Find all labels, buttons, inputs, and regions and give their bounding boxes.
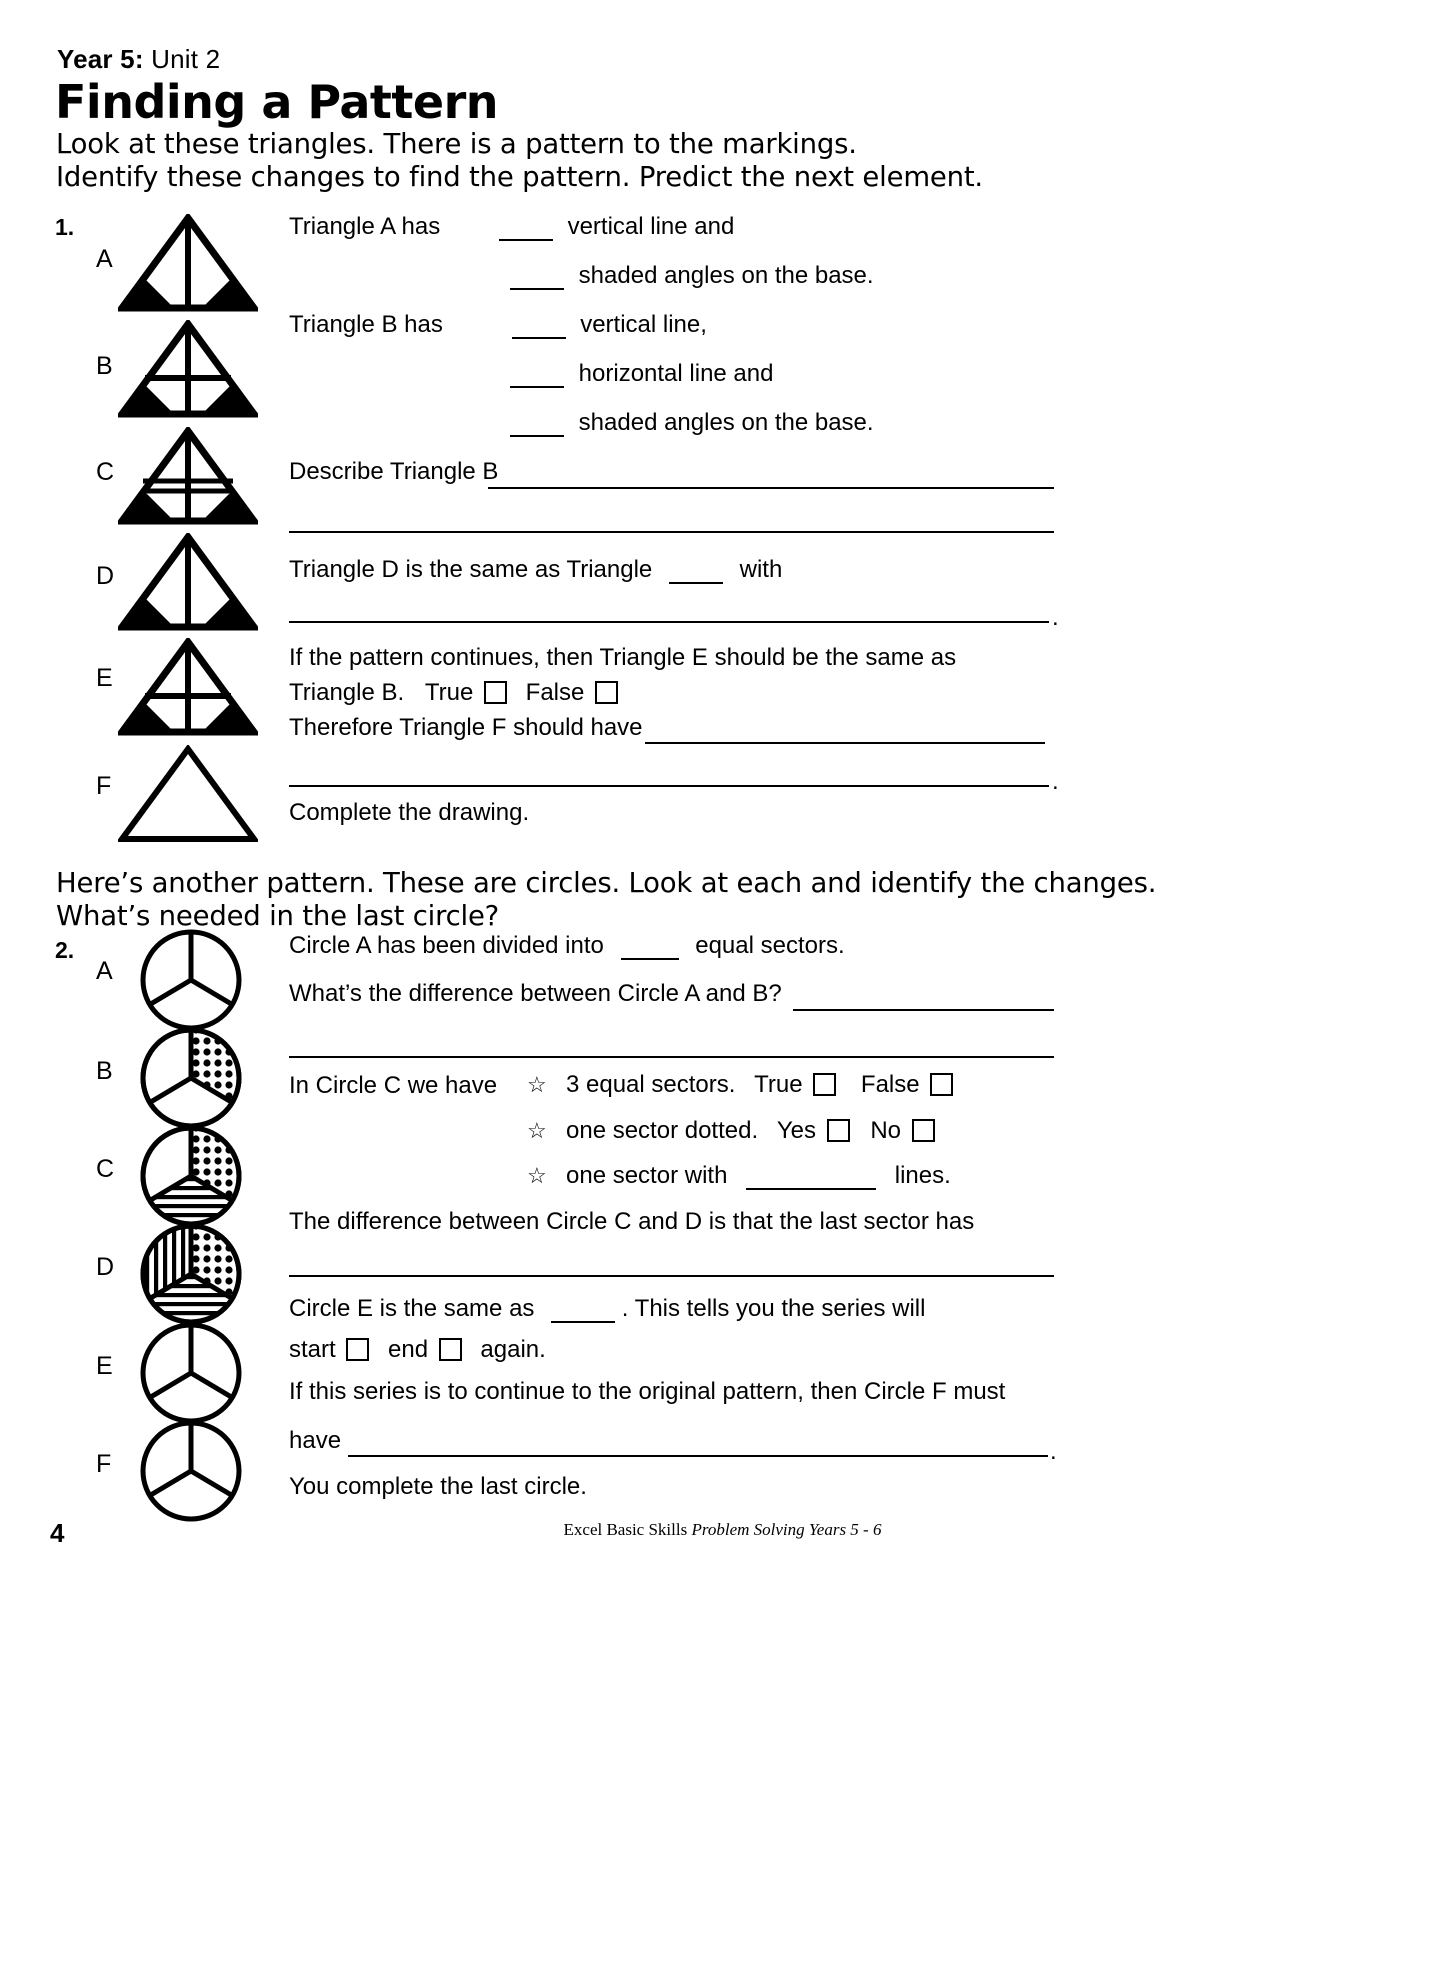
q1-therefore-line: [289, 714, 643, 742]
question-1-number: 1.: [55, 214, 75, 240]
q1-triangle-a-tail: vertical line and: [567, 213, 735, 240]
q2-bullet-1-true-label: True: [754, 1071, 803, 1098]
q2-bullet-2-no-label: No: [870, 1117, 901, 1144]
q2-again-label: again.: [480, 1336, 546, 1363]
q1-pattern-line-1: If the pattern continues, then Triangle E should be the same as: [289, 644, 957, 671]
q1-therefore-answer-line-2[interactable]: [289, 785, 1049, 787]
q2-bullet-1-false-checkbox[interactable]: [930, 1073, 953, 1096]
q2-circle-a-text: Circle A has been divided into: [289, 932, 604, 959]
circle-b-figure: [136, 1025, 246, 1131]
unit-label: Unit 2: [143, 44, 221, 74]
figure-label-triangle-d: D: [96, 562, 115, 590]
q2-circle-e-line: [289, 1295, 925, 1323]
breadcrumb: [57, 44, 220, 75]
q1-blank-a-vertical[interactable]: [499, 239, 553, 241]
q1-false-label: False: [525, 679, 585, 706]
q1-blank-b-shaded[interactable]: [510, 435, 564, 437]
q1-triangle-b-horizontal-text: horizontal line and: [578, 360, 774, 387]
q2-bullet-2: [566, 1117, 939, 1145]
q2-diff-ab-answer-line-1[interactable]: [793, 1009, 1054, 1011]
q1-therefore-period: .: [1052, 768, 1059, 795]
q1-blank-d-triangle[interactable]: [669, 582, 723, 584]
q2-bullet-3-tail: lines.: [894, 1162, 951, 1189]
q2-have-period: .: [1050, 1438, 1057, 1465]
q2-blank-sectors[interactable]: [621, 958, 679, 960]
q2-bullet-3-text: one sector with: [566, 1162, 728, 1189]
triangle-d-figure: [118, 533, 258, 633]
q2-bullet-2-no-checkbox[interactable]: [912, 1119, 935, 1142]
q1-triangle-a-text: Triangle A has: [289, 213, 441, 240]
figure-label-triangle-c: C: [96, 458, 115, 486]
q2-bullet-1-false-label: False: [860, 1071, 920, 1098]
q1-blank-b-horizontal[interactable]: [510, 386, 564, 388]
q2-diff-ab-answer-line-2[interactable]: [289, 1056, 1054, 1058]
q2-blank-lines-type[interactable]: [746, 1188, 876, 1190]
figure-label-circle-b: B: [96, 1057, 113, 1085]
q2-diff-cd-label: The difference between Circle C and D is that the last sector has: [289, 1208, 975, 1235]
q1-triangle-b-text: Triangle B has: [289, 311, 443, 338]
triangle-e-figure: [118, 638, 258, 738]
q2-bullet-2-text: one sector dotted.: [566, 1117, 759, 1144]
q1-blank-a-shaded[interactable]: [510, 288, 564, 290]
circle-f-figure: [136, 1418, 246, 1524]
q1-complete-drawing-text: Complete the drawing.: [289, 799, 530, 826]
page-number: 4: [50, 1518, 65, 1548]
q1-triangle-d-text: Triangle D is the same as Triangle: [289, 556, 653, 583]
figure-label-circle-a: A: [96, 957, 113, 985]
triangle-b-figure: [118, 320, 258, 420]
q1-triangle-a-line2: [510, 262, 874, 290]
star-icon-3: ☆: [527, 1163, 547, 1188]
q1-pattern-line-2: [289, 679, 622, 707]
q2-bullet-1-true-checkbox[interactable]: [813, 1073, 836, 1096]
q1-triangle-b-shaded-text: shaded angles on the base.: [578, 409, 874, 436]
star-icon-2: ☆: [527, 1118, 547, 1143]
q1-triangle-d-line: [289, 556, 782, 584]
q2-start-end-line: [289, 1336, 546, 1364]
q1-triangle-d-answer-line[interactable]: [289, 621, 1049, 623]
q2-instruction-line-2: What’s needed in the last circle?: [56, 900, 500, 932]
figure-label-circle-d: D: [96, 1253, 115, 1281]
q2-complete-circle-text: You complete the last circle.: [289, 1473, 587, 1500]
q2-series-continue-text: If this series is to continue to the original pattern, then Circle F must: [289, 1378, 1006, 1405]
q1-instruction-line-1: Look at these triangles. There is a pattern to the markings.: [56, 128, 857, 160]
circle-c-figure: [136, 1123, 246, 1229]
question-2-number: 2.: [55, 937, 75, 963]
q2-start-label: start: [289, 1336, 336, 1363]
triangle-a-figure: [118, 214, 258, 314]
footer-series-name: Excel Basic Skills: [563, 1520, 692, 1539]
q2-diff-cd-answer-line[interactable]: [289, 1275, 1054, 1277]
q1-describe-b-answer-line-2[interactable]: [289, 531, 1054, 533]
figure-label-triangle-b: B: [96, 352, 113, 380]
q2-circle-e-text: Circle E is the same as: [289, 1295, 535, 1322]
q2-diff-ab-label: What’s the difference between Circle A and B?: [289, 980, 782, 1007]
circle-e-figure: [136, 1320, 246, 1426]
q2-blank-circle-e-same[interactable]: [551, 1321, 615, 1323]
q2-bullet-2-yes-label: Yes: [776, 1117, 816, 1144]
q1-true-checkbox[interactable]: [484, 681, 507, 704]
q1-triangle-d-period: .: [1052, 604, 1059, 631]
q2-circle-e-tail: . This tells you the series will: [621, 1295, 926, 1322]
q1-blank-b-vertical[interactable]: [512, 337, 566, 339]
q1-triangle-b-line1: [289, 311, 707, 339]
q2-bullet-1: [566, 1071, 957, 1099]
q1-true-label: True: [424, 679, 474, 706]
q2-bullet-3: [566, 1162, 951, 1190]
q2-end-label: end: [388, 1336, 429, 1363]
q2-end-checkbox[interactable]: [439, 1338, 462, 1361]
q1-triangle-d-tail: with: [739, 556, 783, 583]
q2-have-answer-line[interactable]: [348, 1455, 1048, 1457]
q1-triangle-a-line1: [289, 213, 734, 241]
circle-d-figure: [136, 1221, 246, 1327]
footer-book-title: Problem Solving Years 5 - 6: [691, 1520, 882, 1539]
q2-start-checkbox[interactable]: [346, 1338, 369, 1361]
q2-in-circle-c-label: In Circle C we have: [289, 1072, 498, 1099]
figure-label-circle-f: F: [96, 1450, 112, 1478]
figure-label-triangle-f: F: [96, 772, 112, 800]
q1-therefore-text: Therefore Triangle F should have: [289, 714, 643, 741]
q2-bullet-1-text: 3 equal sectors.: [566, 1071, 736, 1098]
q1-instruction-line-2: Identify these changes to find the pattern. Predict the next element.: [56, 161, 983, 193]
circle-a-figure: [136, 927, 246, 1033]
q2-bullet-2-yes-checkbox[interactable]: [827, 1119, 850, 1142]
year-label: Year 5:: [57, 44, 144, 74]
q1-describe-b-answer-line-1[interactable]: [488, 487, 1054, 489]
q2-circle-a-line: [289, 932, 845, 960]
triangle-f-figure: [118, 745, 258, 845]
q2-have-label: have: [289, 1427, 342, 1454]
figure-label-circle-c: C: [96, 1155, 115, 1183]
q1-describe-b-label: Describe Triangle B: [289, 458, 499, 485]
q1-false-checkbox[interactable]: [595, 681, 618, 704]
triangle-c-figure: [118, 427, 258, 527]
footer-text: [0, 1520, 1445, 1540]
q1-triangle-b-line3: [510, 409, 874, 437]
figure-label-circle-e: E: [96, 1352, 113, 1380]
q1-triangle-b-ref: Triangle B.: [289, 679, 405, 706]
q2-circle-a-tail: equal sectors.: [695, 932, 845, 959]
q1-triangle-a-shaded-text: shaded angles on the base.: [578, 262, 874, 289]
q1-triangle-b-line2: [510, 360, 773, 388]
q1-triangle-b-tail: vertical line,: [580, 311, 707, 338]
figure-label-triangle-a: A: [96, 245, 113, 273]
q1-therefore-answer-line-1[interactable]: [645, 742, 1045, 744]
q2-instruction-line-1: Here’s another pattern. These are circles. Look at each and identify the changes.: [56, 867, 1157, 899]
figure-label-triangle-e: E: [96, 664, 113, 692]
star-icon-1: ☆: [527, 1072, 547, 1097]
page-title: Finding a Pattern: [55, 75, 499, 129]
q1-instructions: [56, 128, 1176, 194]
